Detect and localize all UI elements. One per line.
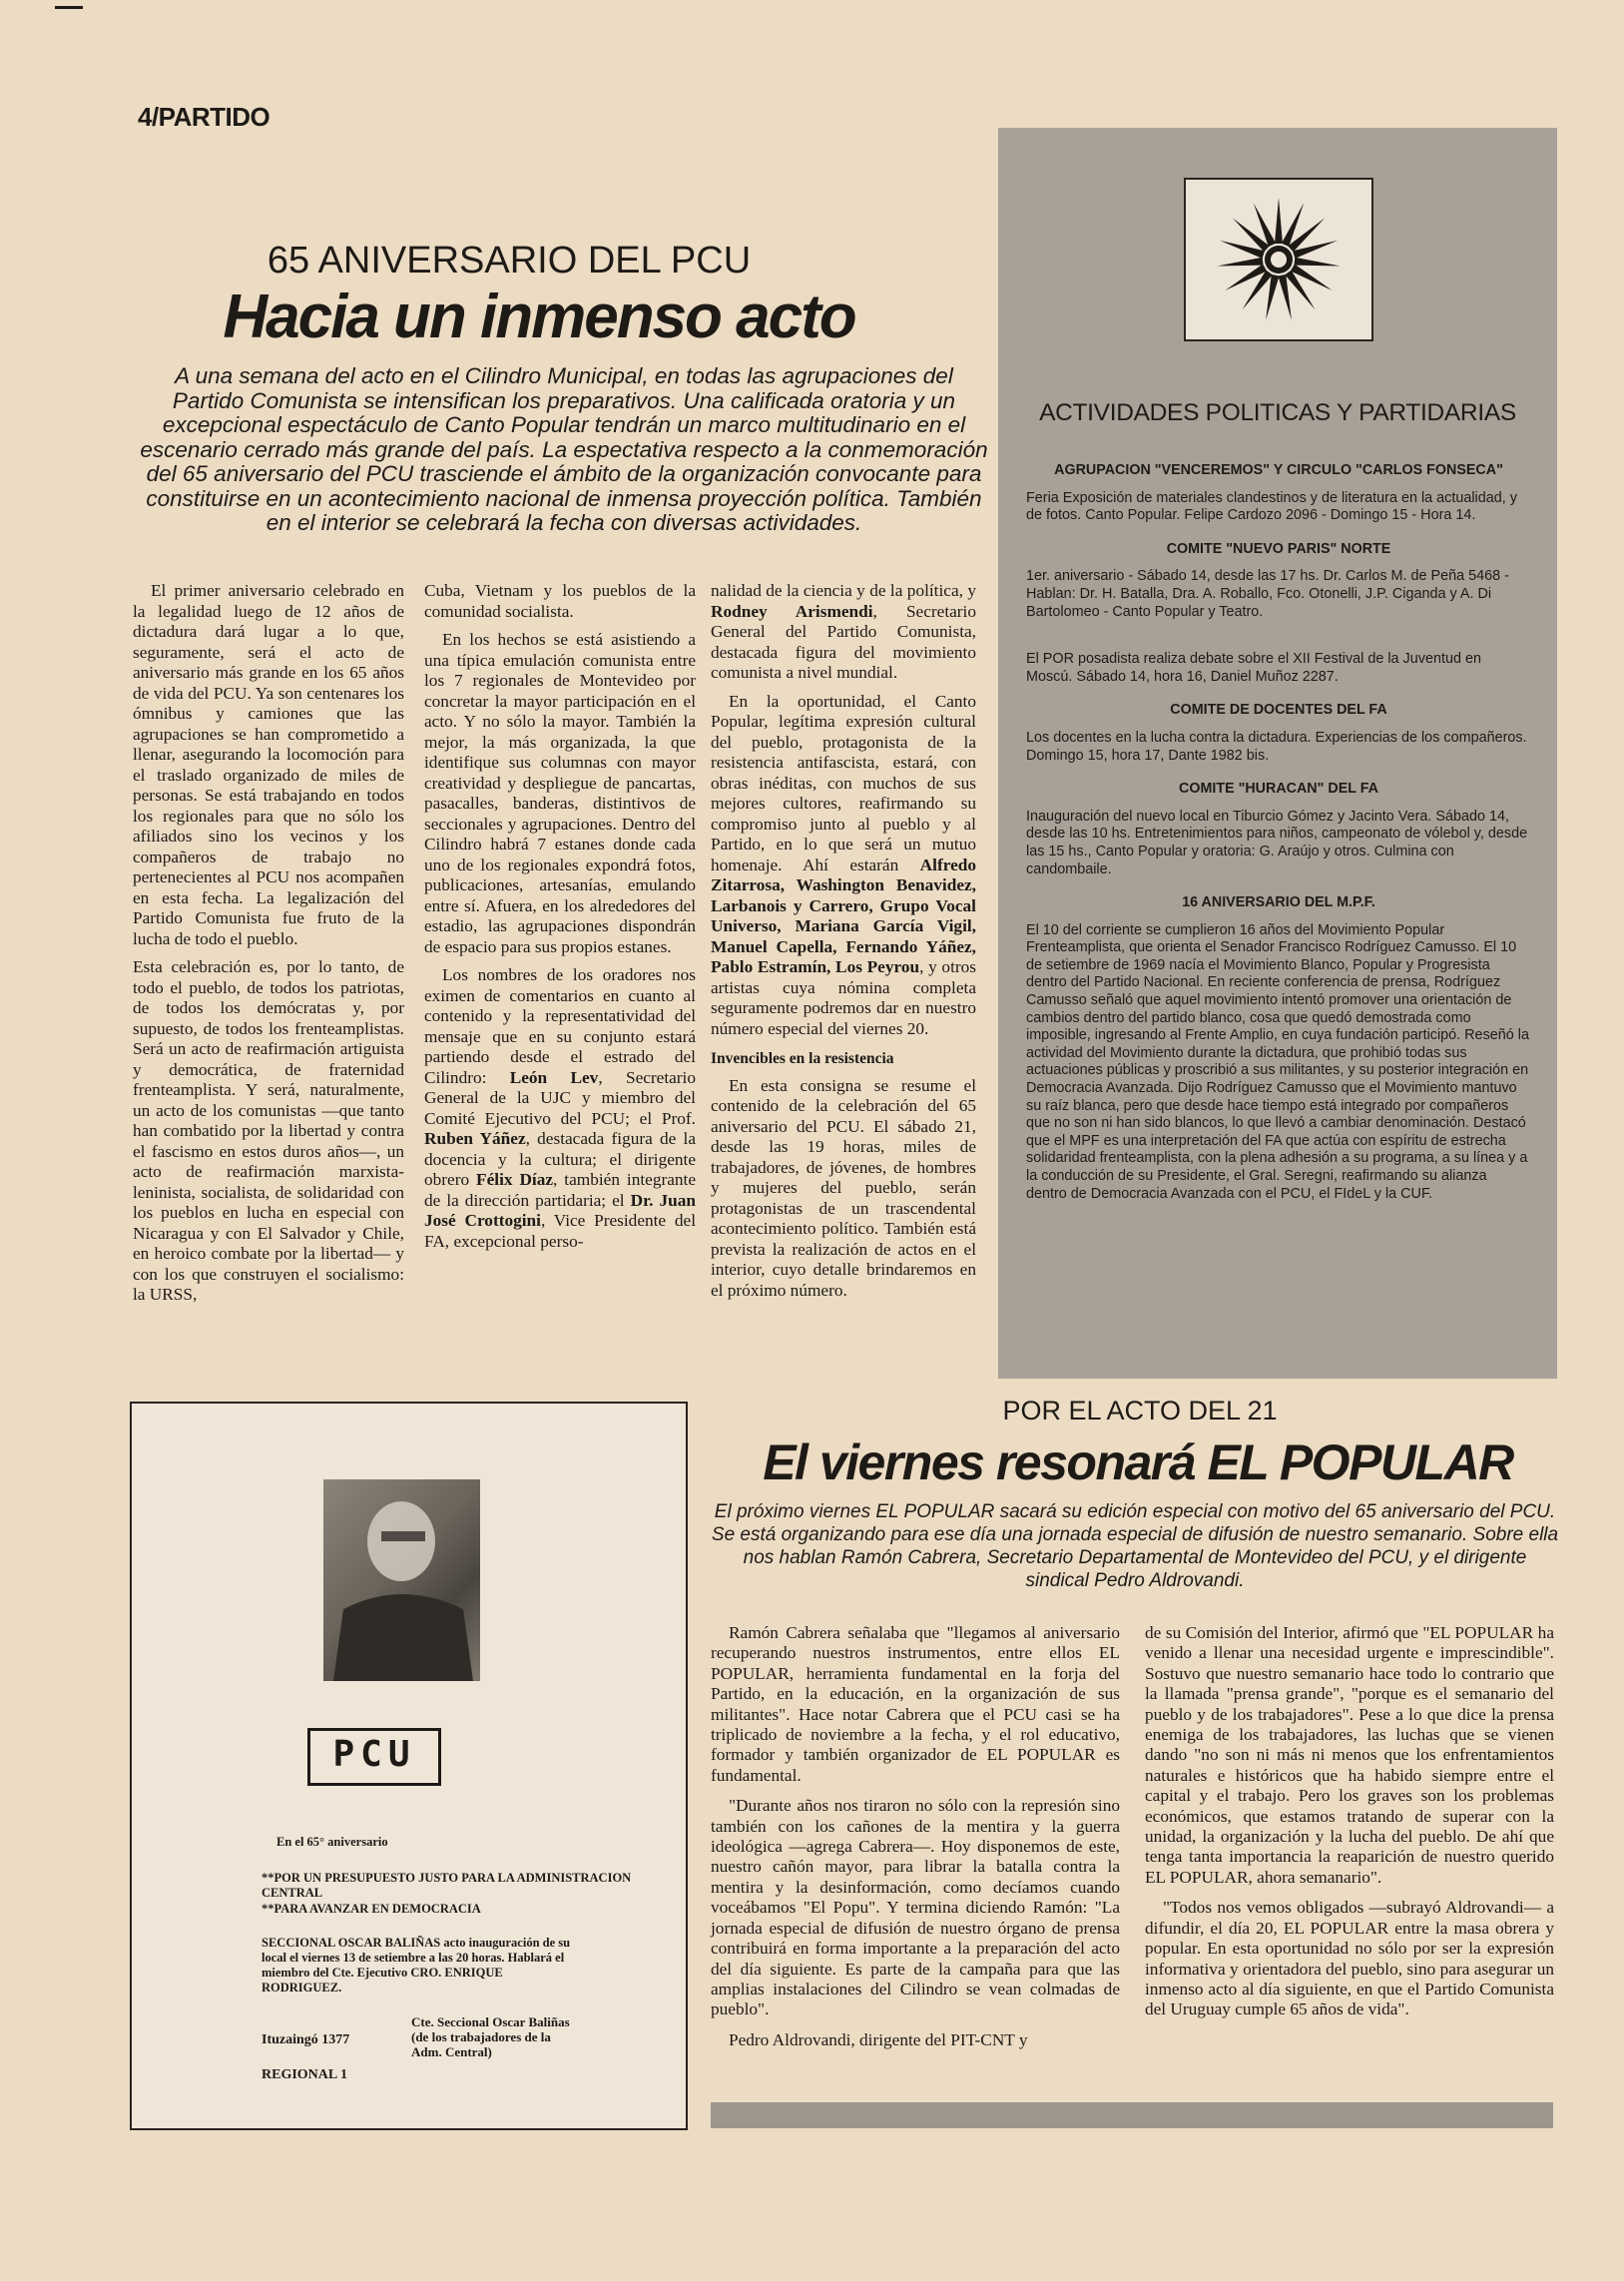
text-run: , y otros artistas cuya nómina completa seguramente podremos dar en nuestro número especial del viernes 20.	[711, 957, 976, 1038]
ad-regional: REGIONAL 1	[262, 2067, 347, 2082]
sidebar-section-heading: 16 ANIVERSARIO DEL M.P.F.	[1182, 894, 1375, 911]
sidebar-section-heading: COMITE DE DOCENTES DEL FA	[1170, 702, 1387, 719]
article1-paragraph: En esta consigna se resume el contenido de la celebración del 65 aniversario del PCU. El sábado 21, desde las 19 horas, miles de trabajadores, de jóvenes, de hombres y mujeres del pueblo, serán protagonistas de un trascendental acontecimiento político. También está prevista la realización de actos en el interior, cuyo detalle brindaremos en el próximo número.	[711, 1075, 976, 1300]
corner-mark	[55, 6, 83, 9]
text-run: , Secretario General de la UJC y miembro del Comité Ejecutivo del PCU; el Prof.	[424, 1067, 697, 1128]
article1-paragraph	[711, 581, 976, 684]
article2-paragraph: Ramón Cabrera señalaba que "llegamos al aniversario recuperando nuestros instrumentos, entre ellos EL POPULAR, herramienta fundamental en la forja del Partido, en la educación, en la organización de sus militantes". Hace notar Cabrera que el PCU casi se ha triplicado de noviembre a la fecha, y el rol educativo, formador y también organizador de EL POPULAR es fundamental.	[711, 1623, 1120, 1785]
article1-speakers-paragraph	[424, 965, 696, 1252]
text-run: En la oportunidad, el Canto Popular, legítima expresión cultural del pueblo, protagonista de la resistencia antifascista, estará, con obras inéditas, con muchos de sus mejores cultores, reafirmando su compromiso junto al pueblo y al Partido, en lo que será un mutuo homenaje. Ahí estarán	[711, 691, 976, 874]
sidebar-section-text: El POR posadista realiza debate sobre el XII Festival de la Juventud en Moscú. Sábado 14, hora 16, Daniel Muñoz 2287.	[1026, 651, 1481, 685]
text-run: , Vice Presidente del FA, excepcional perso-	[424, 1211, 696, 1251]
article1-artists-paragraph	[711, 692, 976, 1040]
emblem-graphic	[1186, 180, 1371, 339]
speaker-name: León Lev	[509, 1067, 599, 1087]
ad-slogan: **POR UN PRESUPUESTO JUSTO PARA LA ADMINISTRACION CENTRAL	[262, 1871, 632, 1900]
article1-subheading: Invencibles en la resistencia	[711, 1050, 894, 1067]
sidebar-body	[1026, 462, 1531, 1203]
speaker-name: Félix Díaz	[476, 1170, 554, 1189]
sidebar-section-text: Inauguración del nuevo local en Tiburcio Gómez y Jacinto Vera. Sábado 14, desde las 10 hs. Entretenimientos para niños, campeonato de vólebol y, desde las 15 hs., Canto Popular y oratoria: G. Araújo y otros. Culmina con candombaile.	[1026, 808, 1528, 877]
article2-paragraph: "Durante años nos tiraron no sólo con la represión sino también con los cañones de la mentira y la guerra ideológica —agrega Cabrera—. Hoy disponemos de este, nuestro cañón mayor, para librar la batalla contra la mentira y la desinformación, como decíamos cuando voceábamos "El Popu". Y termina diciendo Ramón: "La jornada especial de difusión de nuestro órgano de prensa contribuirá en forma importante a la preparación del acto del día siguiente. Es parte de la campaña para que las amplias instalaciones del Cilindro se vean colmadas de pueblo".	[711, 1796, 1120, 2019]
article1-paragraph: Cuba, Vietnam y los pueblos de la comunidad socialista.	[424, 581, 696, 621]
ad-slogan: **PARA AVANZAR EN DEMOCRACIA	[262, 1902, 481, 1916]
article2-headline: El viernes resonará EL POPULAR	[763, 1434, 1513, 1490]
speaker-name: Rodney Arismendi	[711, 601, 873, 621]
article2-column-2	[1145, 1623, 1554, 2030]
pcu-logo-text: PCU	[332, 1734, 416, 1775]
ad-title: En el 65° aniversario	[276, 1835, 388, 1849]
ad-address: Ituzaingó 1377	[262, 2032, 350, 2047]
speaker-name: Dr. Juan José Crottogini	[424, 1190, 696, 1230]
text-run: , también integrante de la dirección partidaria; el	[424, 1170, 696, 1210]
sidebar-section-text: Feria Exposición de materiales clandestinos y de literatura en la actualidad, y de fotos. Canto Popular. Felipe Cardozo 2096 - Domingo 15 - Hora 14.	[1026, 489, 1517, 524]
artists-list: Alfredo Zitarrosa, Washington Benavidez, Larbanois y Carrero, Grupo Vocal Universo, Mariana García Vigil, Manuel Capella, Fernando Yáñez, Pablo Estramín, Los Peyrou	[711, 855, 976, 976]
text-run: , destacada figura de la docencia y la cultura; el dirigente obrero	[424, 1129, 696, 1189]
article2-column-1	[711, 1623, 1120, 2060]
article2-paragraph: "Todos nos vemos obligados —subrayó Aldrovandi— a difundir, el día 20, EL POPULAR entre la masa obrera y popular. En esta oportunidad no sólo por ser la expresión informativa y orientadora del pueblo, sino para asegurar un inmenso acto al día siguiente, en que el Partido Comunista del Uruguay cumple 65 años de vida".	[1145, 1898, 1554, 2019]
article1-column-2	[424, 581, 696, 1260]
article2-lead: El próximo viernes EL POPULAR sacará su edición especial con motivo del 65 aniversario del PCU. Se está organizando para ese día una jornada especial de difusión de nuestro semanario. Sobre ella nos hablan Ramón Cabrera, Secretario Departamental de Montevideo del PCU, y el dirigente sindical Pedro Aldrovandi.	[711, 1501, 1559, 1591]
article2-bottom-rule	[711, 2102, 1553, 2128]
seccional-ad-box	[130, 1402, 688, 2130]
speaker-photo	[323, 1479, 480, 1681]
article1-kicker: 65 ANIVERSARIO DEL PCU	[267, 240, 752, 282]
page-folio: 4/PARTIDO	[138, 102, 271, 132]
ad-body: SECCIONAL OSCAR BALIÑAS acto inauguración de su local el viernes 13 de setiembre a las 20 horas. Hablará el miembro del Cte. Ejecutivo CRO. ENRIQUE RODRIGUEZ.	[262, 1936, 571, 1995]
sidebar-section-text: El 10 del corriente se cumplieron 16 años del Movimiento Popular Frenteamplista, que orienta el Senador Francisco Rodríguez Camusso. El 10 de setiembre de 1969 nacía el Movimiento Blanco, Popular y Progresista dentro del Partido Nacional. En reciente conferencia de prensa, Rodríguez Camusso señaló que aquel movimiento intentó promover una orientación de cambios dentro del partido blanco, cosa que quedó demostrada como imposible, ingresando al Frente Amplio, en cuya fundación participó. Reseñó la actividad del Movimiento durante la dictadura, que prohibió todas sus actuaciones públicas y proscribió a sus militantes, y su posterior integración en Democracia Avanzada. Dijo Rodríguez Camusso que el Movimiento mantuvo su raíz blanca, pero que desde hace tiempo está integrado por compañeros que no son ni han sido blancos, lo que llevó a cambiar denominación. Destacó que el MPF es una interpretación del FA que actúa con espíritu de estrecha solidaridad frenteamplista, con la plena adhesión a su programa, a su línea y a la conducción de su Presidente, el Gral. Seregni, reafirmando su alianza dentro de Democracia Avanzada con el PCU, el FIdeL y la CUF.	[1026, 921, 1529, 1202]
sidebar-section-text: Los docentes en la lucha contra la dictadura. Experiencias de los compañeros. Domingo 15, hora 17, Dante 1982 bis.	[1026, 729, 1527, 764]
article2-paragraph: de su Comisión del Interior, afirmó que "EL POPULAR ha venido a llenar una necesidad urgente e imprescindible". Sostuvo que nuestro semanario hace todo lo contrario que la llamada "prensa grande", "porque es el semanario del pueblo y de los trabajadores". Pese a lo que dice la prensa enemiga de los trabajadores, las luchas que se vienen dando "no son ni más ni menos que los enfrentamientos naturales e históricos que ha habido siempre entre el capital y el trabajo. Pero los graves son los problemas económicos, que estamos tratando de superar con la unidad, la organización y la lucha del pueblo. De ahí que tenga tanta importancia la reaparición de nuestro querido EL POPULAR, ahora semanario".	[1145, 1623, 1554, 1887]
sidebar-section-heading: AGRUPACION "VENCEREMOS" Y CIRCULO "CARLOS FONSECA"	[1054, 462, 1503, 478]
article1-column-1	[133, 581, 404, 1314]
sidebar-section-text: 1er. aniversario - Sábado 14, desde las 17 hs. Dr. Carlos M. de Peña 5468 - Hablan: Dr. H. Batalla, Dra. A. Roballo, Fco. Otonelli, J.P. Ciganda y A. Di Bartolomeo - Canto Popular y Teatro.	[1026, 568, 1509, 620]
article1-paragraph: El primer aniversario celebrado en la legalidad luego de 12 años de dictadura dará lugar a lo que, seguramente, será el acto de aniversario más grande en los 65 años de vida del PCU. Ya son centenares los ómnibus y camiones que las agrupaciones se han comprometido a llenar, asegurando la locomoción para el traslado organizado de miles de personas. Se está trabajando en todos los regionales para que no sólo los afiliados sino los vecinos y los compañeros de trabajo no pertenecientes al PCU nos acompañen en esta fecha. La legalización del Partido Comunista fue fruto de la lucha de todo el pueblo.	[133, 581, 404, 948]
article1-column-3	[711, 581, 976, 1309]
text-run: Los nombres de los oradores nos eximen de comentarios en cuanto al contenido y la representatividad del mensaje que en su conjunto estará partiendo desde el estrado del Cilindro:	[424, 965, 696, 1087]
text-run: nalidad de la ciencia y de la política, y	[711, 581, 976, 600]
article2-kicker: POR EL ACTO DEL 21	[1002, 1396, 1278, 1426]
activities-sidebar	[998, 128, 1557, 1379]
sidebar-section-heading: COMITE "HURACAN" DEL FA	[1179, 781, 1378, 798]
speaker-name: Ruben Yáñez	[424, 1129, 526, 1148]
article1-paragraph: En los hechos se está asistiendo a una típica emulación comunista entre los 7 regionales de Montevideo por concretar la mayor participación en el acto. Y no sólo la mayor. También la mejor, la más organizada, la que identifique sus columnas con mayor creatividad y despliegue de pancartas, pasacalles, banderas, distintivos de seccionales y agrupaciones. Dentro del Cilindro habrá 7 estanes donde cada uno de los regionales expondrá fotos, publicaciones, artesanías, emulando entre sí. Afuera, en los alrededores del estadio, las agrupaciones dispondrán de espacio para sus propios estanes.	[424, 630, 696, 956]
article1-headline: Hacia un inmenso acto	[223, 283, 855, 351]
article1-paragraph: Esta celebración es, por lo tanto, de todo el pueblo, de todos los patriotas, de todos los demócratas y, por supuesto, de todos los frenteamplistas. Será un acto de reafirmación artiguista y democrática, de fraternidad frenteamplista. Y será, naturalmente, un acto de los comunistas —que tanto han combatido por la libertad y contra el fascismo en estos duros años—, un acto de reafirmación marxista-leninista, socialista, de solidaridad con los pueblos en lucha en especial con Nicaragua y con El Salvador y Chile, en heroico combate por la libertad— y con los que construyen el socialismo: la URSS,	[133, 957, 404, 1304]
photo-silhouette	[323, 1479, 480, 1681]
article1-lead: A una semana del acto en el Cilindro Municipal, en todas las agrupaciones del Partido Comunista se intensifican los preparativos. Una calificada oratoria y un excepcional espectáculo de Canto Popular tendrán un marco multitudinario en el escenario cerrado más grande del país. La espectativa respecto a la conmemoración del 65 aniversario del PCU trasciende el ámbito de la organización convocante para constituirse en un acontecimiento nacional de inmensa proyección política. También en el interior se celebrará la fecha con diversas actividades.	[140, 363, 988, 535]
article2-paragraph: Pedro Aldrovandi, dirigente del PIT-CNT y	[729, 2029, 1028, 2049]
pcu-logo	[307, 1728, 441, 1786]
sidebar-title: ACTIVIDADES POLITICAS Y PARTIDARIAS	[1039, 399, 1516, 426]
sidebar-section-heading: COMITE "NUEVO PARIS" NORTE	[1166, 540, 1391, 557]
pcu-star-emblem-icon	[1184, 178, 1373, 341]
text-run: , Secretario General del Partido Comunista, destacada figura del movimiento comunista a nivel mundial.	[711, 601, 976, 682]
ad-signature: Cte. Seccional Oscar Baliñas (de los trabajadores de la Adm. Central)	[411, 2014, 570, 2059]
